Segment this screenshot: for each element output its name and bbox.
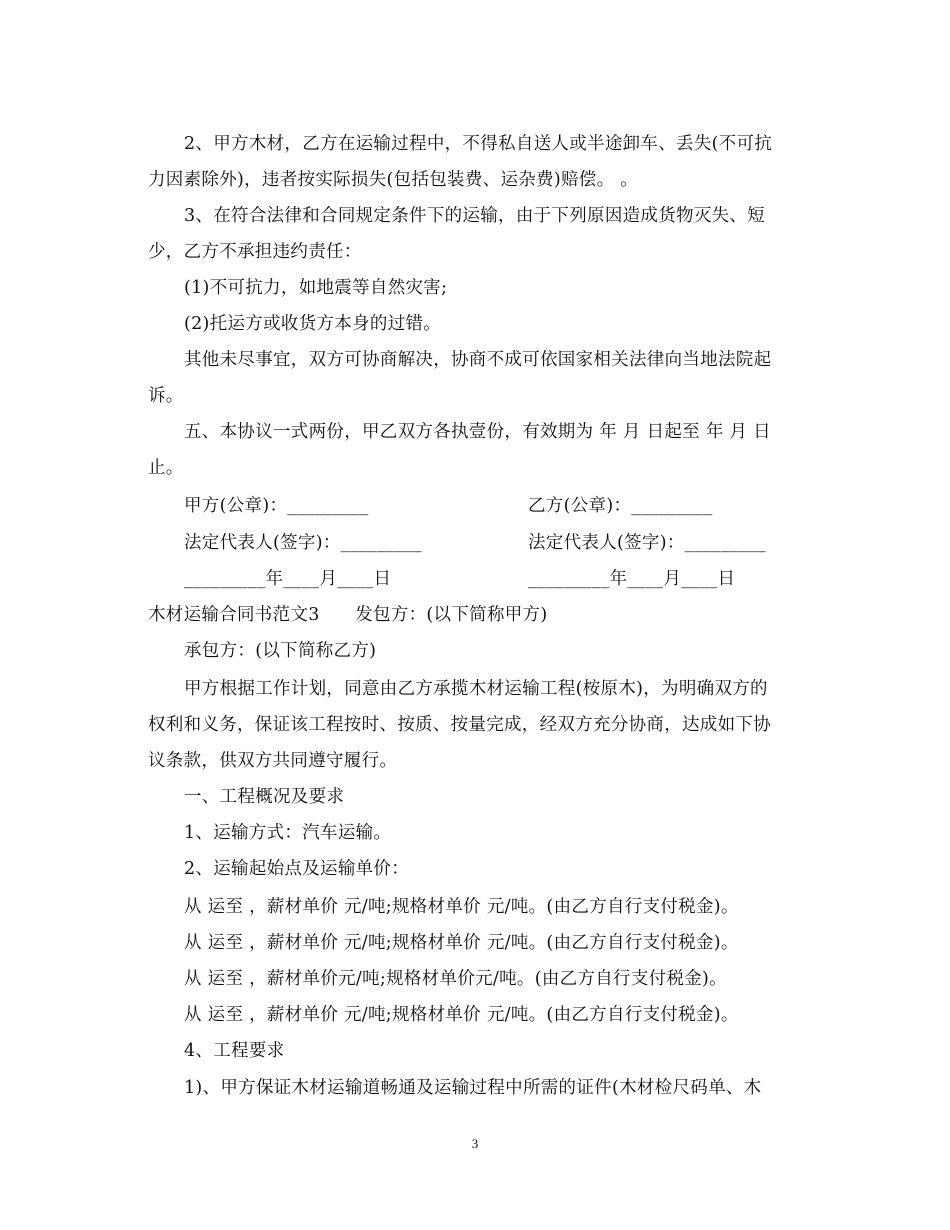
list-item: 2、运输起始点及运输单价： xyxy=(184,859,410,879)
list-item: 从 运至 ，薪材单价 元/吨;规格材单价 元/吨。(由乙方自行支付税金)。 xyxy=(184,933,739,953)
paragraph-line: 诉。 xyxy=(148,386,184,406)
list-item: 1、运输方式：汽车运输。 xyxy=(184,823,392,843)
list-item: (2)托运方或收货方本身的过错。 xyxy=(184,314,442,334)
paragraph-line: 少，乙方不承担违约责任： xyxy=(148,242,362,262)
paragraph-line: 议条款，供双方共同遵守履行。 xyxy=(148,751,398,771)
page-number: 3 xyxy=(471,1136,479,1151)
party-b-date-field: _________年____月____日 xyxy=(528,569,736,589)
list-item: 从 运至 ，薪材单价 元/吨;规格材单价 元/吨。(由乙方自行支付税金)。 xyxy=(184,1005,739,1025)
party-a-seal-field: 甲方(公章)：_________ xyxy=(184,496,369,516)
paragraph-line: 承包方：(以下简称乙方) xyxy=(184,641,377,661)
paragraph-line: 力因素除外)，违者按实际损失(包括包装费、运杂费)赔偿。 。 xyxy=(148,170,639,190)
list-item: (1)不可抗力，如地震等自然灾害; xyxy=(184,278,448,298)
section-heading: 一、工程概况及要求 xyxy=(184,787,345,807)
list-item: 4、工程要求 xyxy=(184,1041,285,1061)
paragraph-line: 2、甲方木材，乙方在运输过程中，不得私自送人或半途卸车、丢失(不可抗 xyxy=(184,134,773,154)
party-b-seal-field: 乙方(公章)：_________ xyxy=(528,496,713,516)
party-b-representative-field: 法定代表人(签字)：_________ xyxy=(528,533,767,553)
paragraph-line: 五、本协议一式两份，甲乙双方各执壹份，有效期为 年 月 日起至 年 月 日 xyxy=(184,422,771,442)
paragraph-line: 甲方根据工作计划，同意由乙方承揽木材运输工程(桉原木)，为明确双方的 xyxy=(184,679,768,699)
section-heading: 木材运输合同书范文3 发包方：(以下简称甲方) xyxy=(148,605,548,625)
party-a-date-field: _________年____月____日 xyxy=(184,569,392,589)
list-item: 从 运至 ，薪材单价元/吨;规格材单价元/吨。(由乙方自行支付税金)。 xyxy=(184,969,727,989)
paragraph-line: 3、在符合法律和合同规定条件下的运输，由于下列原因造成货物灭失、短 xyxy=(184,206,766,226)
list-item: 从 运至 ，薪材单价 元/吨;规格材单价 元/吨。(由乙方自行支付税金)。 xyxy=(184,897,739,917)
paragraph-line: 其他未尽事宜，双方可协商解决，协商不成可依国家相关法律向当地法院起 xyxy=(184,350,772,370)
paragraph-line: 1)、甲方保证木材运输道畅通及运输过程中所需的证件(木材检尺码单、木 xyxy=(184,1078,762,1098)
paragraph-line: 止。 xyxy=(148,458,184,478)
paragraph-line: 权利和义务，保证该工程按时、按质、按量完成，经双方充分协商，达成如下协 xyxy=(148,715,771,735)
party-a-representative-field: 法定代表人(签字)：_________ xyxy=(184,533,423,553)
